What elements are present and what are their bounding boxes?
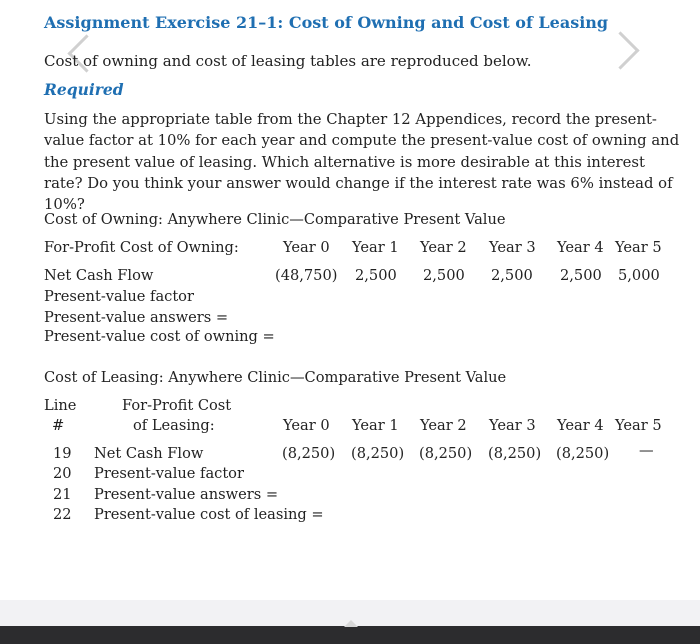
owning-header-label: For-Profit Cost of Owning: — [44, 239, 239, 256]
leasing-year-3: Year 3 — [489, 417, 536, 434]
owning-table-title: Cost of Owning: Anywhere Clinic—Comparative Present Value — [44, 211, 506, 228]
chevron-right-icon[interactable] — [601, 31, 639, 69]
leasing-year-0: Year 0 — [283, 417, 330, 434]
leasing-line-header: Line — [44, 397, 77, 414]
leasing-line-number: 19 — [53, 445, 72, 462]
leasing-year-5: Year 5 — [615, 417, 662, 434]
leasing-year-4: Year 4 — [557, 417, 604, 434]
owning-year-5: Year 5 — [615, 239, 662, 256]
page-title: Assignment Exercise 21–1: Cost of Owning and Cost of Leasing — [44, 13, 609, 32]
leasing-year-1: Year 1 — [352, 417, 399, 434]
leasing-table-title: Cost of Leasing: Anywhere Clinic—Comparative Present Value — [44, 369, 507, 386]
owning-year-4: Year 4 — [557, 239, 604, 256]
leasing-cost-header-1: For-Profit Cost — [122, 397, 232, 414]
leasing-row-label: Present-value cost of leasing = — [94, 506, 324, 523]
owning-net-cash-flow-label: Net Cash Flow — [44, 267, 154, 284]
owning-year-3: Year 3 — [489, 239, 536, 256]
owning-ncf-year-0: (48,750) — [275, 267, 338, 284]
owning-ncf-year-2: 2,500 — [423, 267, 465, 284]
leasing-row-label: Present-value factor — [94, 465, 244, 482]
leasing-ncf-year-5: — — [639, 442, 654, 459]
instructions-paragraph: Using the appropriate table from the Chapter 12 Appendices, record the present-value factor at 10% for each year and compute the present-value cost of owning and the present value of leasing. Which alternative is more desirable at this interest rate? Do you think your answer would change if the interest rate was 6% instead of 10%? — [44, 111, 680, 214]
leasing-line-number: 22 — [53, 506, 72, 523]
handle-notch-icon[interactable] — [344, 620, 358, 627]
owning-year-1: Year 1 — [352, 239, 399, 256]
owning-ncf-year-3: 2,500 — [491, 267, 533, 284]
leasing-ncf-year-3: (8,250) — [488, 445, 542, 462]
leasing-ncf-year-4: (8,250) — [556, 445, 610, 462]
required-heading: Required — [44, 80, 124, 99]
leasing-row-label: Present-value answers = — [94, 486, 279, 503]
leasing-line-number: 21 — [53, 486, 72, 503]
leasing-ncf-year-2: (8,250) — [419, 445, 473, 462]
leasing-year-2: Year 2 — [420, 417, 467, 434]
owning-ncf-year-1: 2,500 — [355, 267, 397, 284]
owning-ncf-year-5: 5,000 — [618, 267, 660, 284]
owning-pv-answers-label: Present-value answers = — [44, 309, 229, 326]
bottom-toolbar — [0, 626, 700, 644]
owning-year-2: Year 2 — [420, 239, 467, 256]
leasing-line-hash: # — [52, 417, 65, 434]
leasing-ncf-year-0: (8,250) — [282, 445, 336, 462]
owning-year-0: Year 0 — [283, 239, 330, 256]
intro-text: Cost of owning and cost of leasing tables are reproduced below. — [44, 52, 532, 70]
leasing-cost-header-2: of Leasing: — [133, 417, 215, 434]
leasing-row-label: Net Cash Flow — [94, 445, 204, 462]
owning-pv-factor-label: Present-value factor — [44, 288, 194, 305]
owning-ncf-year-4: 2,500 — [560, 267, 602, 284]
owning-pv-cost-label: Present-value cost of owning = — [44, 328, 275, 345]
leasing-line-number: 20 — [53, 465, 72, 482]
leasing-ncf-year-1: (8,250) — [351, 445, 405, 462]
